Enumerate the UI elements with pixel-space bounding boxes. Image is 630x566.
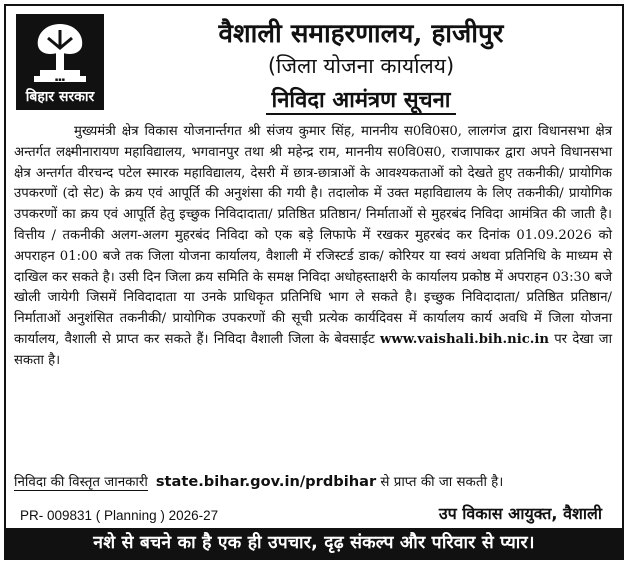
details-url-link[interactable]: state.bihar.gov.in/prdbihar [155, 473, 377, 490]
details-suffix: से प्राप्त की जा सकती है। [376, 475, 504, 490]
notice-heading-text: निविदा आमंत्रण सूचना [266, 88, 457, 115]
office-subtitle: (जिला योजना कार्यालय) [267, 54, 455, 78]
office-title: वैशाली समाहरणालय, हाजीपुर [218, 19, 504, 49]
bodhi-tree-emblem-icon [26, 18, 94, 84]
signatory: उप विकास आयुक्त, वैशाली [438, 504, 602, 523]
tender-details-line [14, 472, 614, 493]
svg-text:▪▪▪: ▪▪▪ [54, 77, 66, 83]
slogan-banner: नशे से बचने का है एक ही उपचार, दृढ़ संकल्प और परिवार से प्यार। [6, 528, 622, 558]
details-label: निविदा की विस्तृत जानकारी [14, 475, 148, 490]
pr-number: PR- 009831 ( Planning ) 2026-27 [20, 508, 219, 523]
notice-frame [4, 4, 624, 560]
notice-body [14, 122, 612, 372]
notice-heading [106, 84, 616, 114]
bihar-government-logo [16, 14, 104, 110]
logo-text: बिहार सरकार [25, 89, 95, 105]
website-link[interactable]: www.vaishali.bih.nic.in [380, 331, 549, 347]
website-suffix: पर देखा जा सकता है। [14, 331, 612, 368]
notice-paragraph: मुख्यमंत्री क्षेत्र विकास योजनार्न्तगत श्री संजय कुमार सिंह, माननीय स0वि0स0, लालगंज द्वारा विधानसभा क्षेत्र अन्तर्गत लक्ष्मीनारायण महाविद्यालय, भगवानपुर तथा श्री महेन्द्र राम, माननीय स0वि0स0, राजापाकर द्वारा अपने विधानसभा क्षेत्र अन्तर्गत वीरचन्द पटेल स्मारक महाविद्यालय, देसरी में छात्र-छात्राओं के आवश्यकताओं को देखते हुए तकनीकी/ प्रायोगिक उपकरणों (दो सेट) के क्रय एवं आपूर्ति की अनुशंसा की गयी है। तदालोक में उक्त महाविद्यालय के लिए तकनीकी/ प्रायोगिक उपकरणों का क्रय एवं आपूर्ति हेतु इच्छुक निविदादाता/ प्रतिष्ठित प्रतिष्ठान/ निर्माताओं से मुहरबंद निविदा आमंत्रित की जाती है। वित्तीय / तकनीकी अलग-अलग मुहरबंद निविदा को एक बड़े लिफाफे में रखकर मुहरबंद कर दिनांक 01.09.2026 को अपराहन 01:00 बजे तक जिला योजना कार्यालय, वैशाली में रजिस्टर्ड डाक/ कोरियर या स्वयं अथवा प्रतिनिधि के माध्यम से दाखिल कर सकते है। उसी दिन जिला क्रय समिति के समक्ष निविदा अधोहस्ताक्षरी के कार्यालय प्रकोष्ठ में अपराहन 03:30 बजे खोली जायेगी जिसमें निविदादाता या उनके प्राधिकृत प्रतिनिधि भाग ले सकते है। इच्छुक निविदादाता/ प्रतिष्ठित प्रतिष्ठान/ निर्माताओं अनुशंसित तकनीकी/ प्रायोगिक उपकरणों की सूची प्रत्येक कार्यदिवस में कार्यालय कार्य अवधि में जिला योजना कार्यालय, वैशाली से प्राप्त कर सकते हैं। निविदा वैशाली जिला के बेवसाईट [14, 124, 613, 347]
